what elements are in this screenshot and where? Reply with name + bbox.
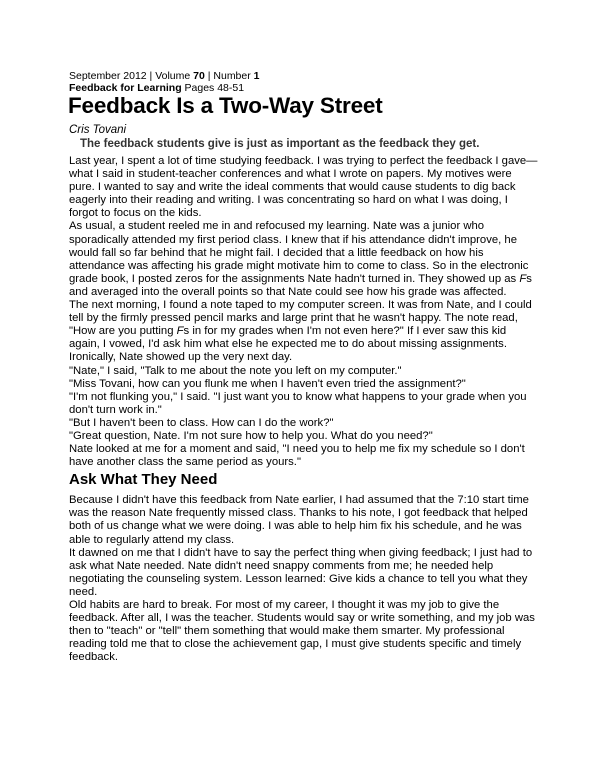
article-dek: The feedback students give is just as important as the feedback they get. [80,138,480,150]
paragraph [69,299,539,364]
section-name: Feedback for Learning [69,82,182,94]
page-range: Pages 48-51 [181,82,245,94]
volume-number: 70 [193,70,205,82]
issue-number: 1 [253,70,260,82]
paragraph: Nate looked at me for a moment and said, "I need you to help me fix my schedule so I don't have another class the same period as yours." [69,443,525,469]
paragraph-text: As usual, a student reeled me in and refocused my learning. Nate was a junior who sporadically attended my first period class. I knew that if his attendance didn't improve, he would fall so far behind that he might fail. I decided that a little feedback on how his attendance was affecting his grade might motivate him to come to class. So in the electronic grade book, I posted zeros for the assignments Nate hadn't turned in. They showed up as [69,220,529,285]
article-body [69,155,539,664]
paragraph: "Nate," I said, "Talk to me about the note you left on my computer." [69,364,402,377]
grade-letter: F [176,325,184,338]
article-title: Feedback Is a Two-Way Street [68,93,383,118]
paragraph: "Great question, Nate. I'm not sure how to help you. What do you need?" [69,429,433,442]
paragraph: Because I didn't have this feedback from Nate earlier, I had assumed that the 7:10 start time was the reason Nate frequently missed class. Thanks to his note, I got feedback that helped both of us change what we were doing. I was able to help him fix his schedule, and he was able to regularly attend my class. [69,494,529,546]
paragraph: Old habits are hard to break. For most of my career, I thought it was my job to give the feedback. After all, I was the teacher. Students would say or write something, and my job was then to "teach" or "tell" them something that would make them smarter. My professional reading told me that to close the achievement gap, I must give students specific and timely feedback. [69,599,535,664]
paragraph: "But I haven't been to class. How can I do the work?" [69,416,334,429]
section-heading: Ask What They Need [69,471,218,489]
paragraph-text: s and averaged into the overall points so that Nate could see how his grade was affected. [69,272,532,298]
paragraph-text: s in for my grades when I'm not even here?" If I ever saw this kid again, I vowed, I'd ask him what else he expected me to do about missing assignments. Ironically, Nate showed up the very next day. [69,325,507,364]
paragraph [69,220,539,299]
issue-separator: | Number [204,70,254,82]
author-name: Cris Tovani [69,124,127,136]
issue-date: September 2012 | Volume [69,70,194,82]
paragraph: Last year, I spent a lot of time studying feedback. I was trying to perfect the feedback I gave—what I said in student-teacher conferences and what I wrote on papers. My motives were pure. I wanted to say and write the ideal comments that would cause students to dig back eagerly into their reading and writing. I was concentrating so hard on what I was doing, I forgot to focus on the kids. [69,155,538,220]
grade-letter: F [519,272,527,285]
paragraph-text: The next morning, I found a note taped to my computer screen. It was from Nate, and I could tell by the firmly pressed pencil marks and large print that he wasn't happy. The note read, "How are you putting [69,299,532,338]
paragraph: It dawned on me that I didn't have to say the perfect thing when giving feedback; I just had to ask what Nate needed. Nate didn't need snappy comments from me; he needed help negotiating the counseling system. Lesson learned: Give kids a chance to tell you what they need. [69,546,533,598]
paragraph: "Miss Tovani, how can you flunk me when I haven't even tried the assignment?" [69,377,466,390]
issue-line [69,70,260,82]
paragraph: "I'm not flunking you," I said. "I just want you to know what happens to your grade when you don't turn work in." [69,390,527,416]
